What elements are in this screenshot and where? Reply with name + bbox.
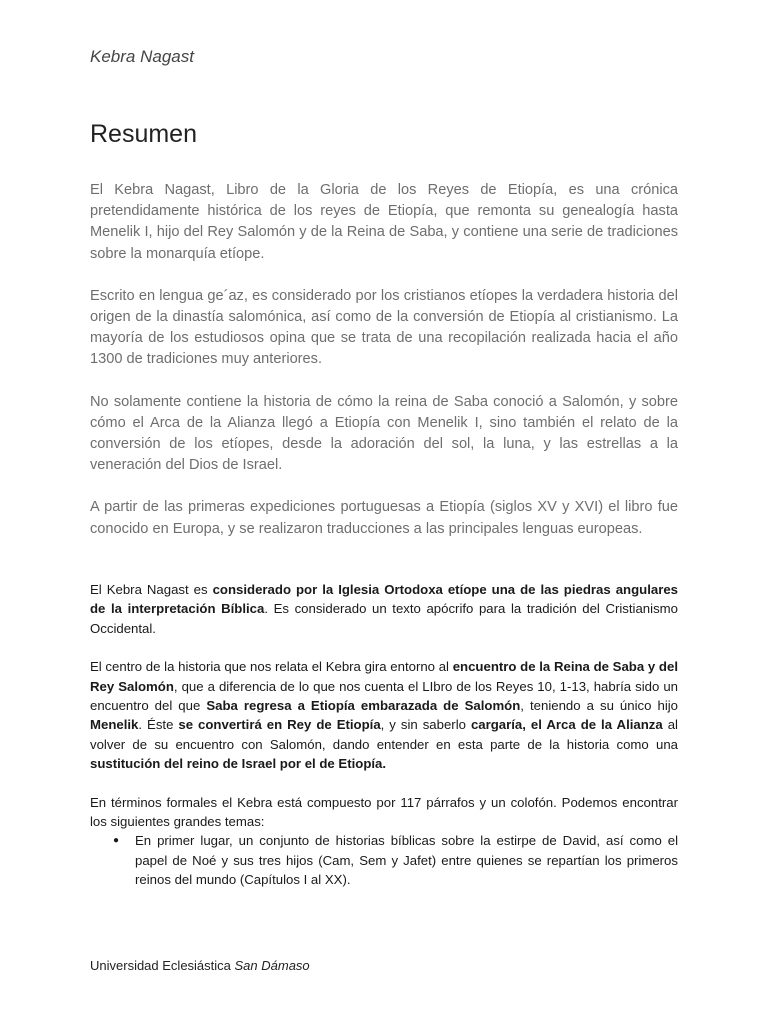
body-paragraph-1: El Kebra Nagast es considerado por la Iglesia Ortodoxa etíope una de las piedras angulares de la interpretación Bíblica. Es considerado un texto apócrifo para la tradición del Cristianismo Occidental.: [90, 582, 678, 636]
body-section: [90, 580, 678, 890]
section-heading: Resumen: [90, 120, 197, 148]
summary-paragraph: A partir de las primeras expediciones portuguesas a Etiopía (siglos XV y XVI) el libro fue conocido en Europa, y se realizaron traducciones a las principales lenguas europeas.: [90, 499, 678, 537]
body-paragraph-2: El centro de la historia que nos relata el Kebra gira entorno al encuentro de la Reina de Saba y del Rey Salomón, que a diferencia de lo que nos cuenta el LIbro de los Reyes 10, 1-13, habría sido un encuentro del que Saba regresa a Etiopía embarazada de Salomón, teniendo a su único hijo Menelik. Éste se convertirá en Rey de Etiopía, y sin saberlo cargaría, el Arca de la Alianza al volver de su encuentro con Salomón, dando entender en esta parte de la historia como una sustitución del reino de Israel por el de Etiopía.: [90, 659, 679, 772]
emphasis: cargaría, el Arca de la Alianza: [470, 717, 663, 733]
footer: Universidad Eclesiástica San Dámaso: [90, 958, 310, 973]
bullet-icon: ●: [113, 835, 120, 847]
document-title: Kebra Nagast: [90, 47, 194, 66]
summary-paragraph: Escrito en lengua ge´az, es considerado por los cristianos etíopes la verdadera historia del origen de la dinastía salomónica, así como de la conversión de Etiopía al cristianismo. La mayoría de los estudiosos opina que se trata de una recopilación realizada hacia el año 1300 de tradiciones muy anteriores.: [90, 287, 678, 368]
emphasis: se convertirá en Rey de Etiopía: [178, 717, 381, 733]
summary-section: [90, 180, 678, 561]
list-item: ● En primer lugar, un conjunto de historias bíblicas sobre la estirpe de David, así como el papel de Noé y sus tres hijos (Cam, Sem y Jafet) entre quienes se repartían los primeros reinos del mundo (Capítulos I al XX).: [113, 833, 678, 888]
emphasis: considerado por la Iglesia Ortodoxa etíope una de las piedras angulares de la interpretación Bíblica: [90, 582, 678, 617]
topic-list: [90, 831, 678, 889]
footer-emphasis: San Dámaso: [234, 958, 310, 973]
summary-paragraph: No solamente contiene la historia de cómo la reina de Saba conoció a Salomón, y sobre cómo el Arca de la Alianza llegó a Etiopía con Menelik I, sino también el relato de la conversión de los etíopes, desde la adoración del sol, la luna, y las estrellas a la veneración del Dios de Israel.: [90, 393, 678, 474]
emphasis: Menelik: [90, 717, 139, 733]
emphasis: Saba regresa a Etiopía embarazada de Salomón: [206, 698, 521, 714]
summary-paragraph: El Kebra Nagast, Libro de la Gloria de los Reyes de Etiopía, es una crónica pretendidamente histórica de los reyes de Etiopía, que remonta su genealogía hasta Menelik I, hijo del Rey Salomón y de la Reina de Saba, y contiene una serie de tradiciones sobre la monarquía etíope.: [90, 182, 678, 262]
emphasis: encuentro de la Reina de Saba y del Rey Salomón: [90, 659, 678, 694]
body-paragraph-3: En términos formales el Kebra está compuesto por 117 párrafos y un colofón. Podemos encontrar los siguientes grandes temas:: [90, 794, 678, 830]
emphasis: sustitución del reino de Israel por el de Etiopía.: [90, 756, 387, 772]
